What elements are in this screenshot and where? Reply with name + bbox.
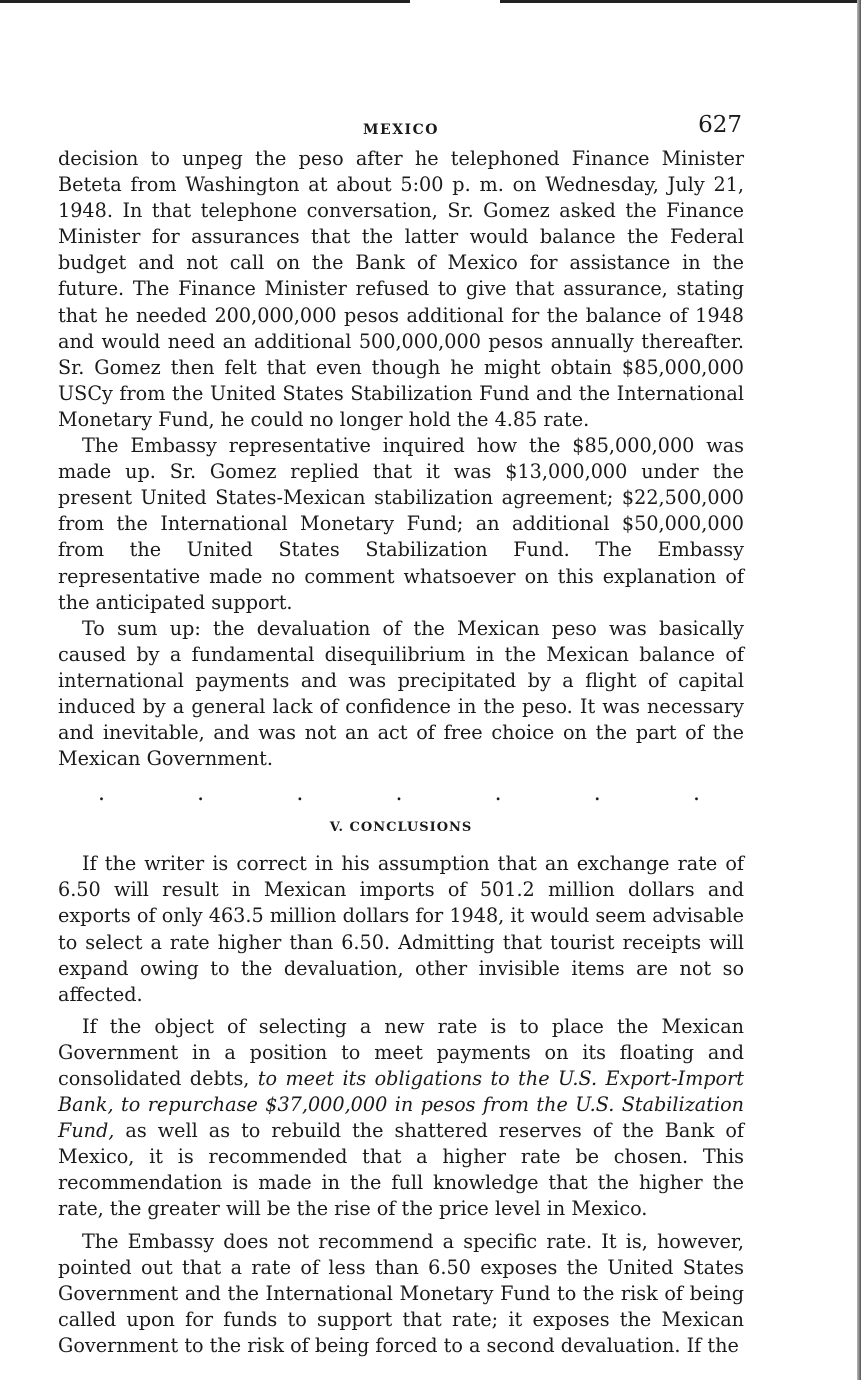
ellipsis-dot: . xyxy=(98,781,105,807)
paragraph-text: If the object of selecting a new rate is to place the Mexican Government in a position to meet payments on its floating and consolidated debts, xyxy=(58,1014,744,1090)
ellipsis-dot: . xyxy=(395,781,403,807)
page-number: 627 xyxy=(698,112,742,138)
ellipsis-dot: . xyxy=(494,781,502,807)
ellipsis-dot: . xyxy=(692,781,700,807)
ellipsis-dot: . xyxy=(197,781,205,807)
document-page xyxy=(58,112,744,1359)
paragraph-sum-up: To sum up: the devaluation of the Mexican peso was basically caused by a fundamental disequilibrium in the Mexican balance of international payments and was precipitated by a flight of capital induced by a general lack of confidence in the peso. It was necessary and inevitable, and was not an act of free choice on the part of the Mexican Government. xyxy=(58,616,744,771)
ellipsis-separator xyxy=(58,781,744,807)
paragraph-conclusion-3: The Embassy does not recommend a specific rate. It is, however, pointed out that a rate of less than 6.50 exposes the United States Government and the International Monetary Fund to the risk of being called upon for funds to support that rate; it exposes the Mexican Government to the risk of being forced to a second devaluation. If the xyxy=(58,1229,744,1357)
paragraph-conclusion-1: If the writer is correct in his assumption that an exchange rate of 6.50 will result in Mexican imports of 501.2 million dollars and exports of only 463.5 million dollars for 1948, it would seem advisable to select a rate higher than 6.50. Admitting that tourist receipts will expand owing to the devaluation, other invisible items are not so affected. xyxy=(58,852,744,1006)
ellipsis-dot: . xyxy=(296,781,304,807)
section-heading: V. CONCLUSIONS xyxy=(329,820,473,836)
ellipsis-dot: . xyxy=(593,781,601,807)
running-head xyxy=(58,112,744,146)
paragraph-conclusion-2 xyxy=(58,1014,744,1223)
italic-text: to meet its obligations to the U.S. Export-Import Bank, to repurchase $37,000,000 in pesos from the U.S. Stabilization Fund, xyxy=(58,1067,744,1143)
top-rule-gap xyxy=(410,0,500,3)
running-head-title: MEXICO xyxy=(363,122,439,138)
paragraph-embassy-inquiry: The Embassy representative inquired how the $85,000,000 was made up. Sr. Gomez replied that it was $13,000,000 under the present United States-Mexican stabilization agreement; $22,500,000 from the International Monetary Fund; an additional $50,000,000 from the United States Stabilization Fund. The Embassy representative made no comment whatsoever on this explanation of the anticipated support. xyxy=(58,434,744,614)
page-edge-shadow xyxy=(857,0,861,1380)
paragraph-continuation: decision to unpeg the peso after he telephoned Finance Minister Beteta from Washington at about 5:00 p. m. on Wednesday, July 21, 1948. In that telephone conversation, Sr. Gomez asked the Finance Minister for assurances that the latter would balance the Federal budget and not call on the Bank of Mexico for assistance in the future. The Finance Minister refused to give that assurance, stating that he needed 200,000,000 pesos additional for the balance of 1948 and would need an additional 500,000,000 pesos annually thereafter. Sr. Gomez then felt that even though he might obtain $85,000,000 USCy from the United States Stabilization Fund and the International Monetary Fund, he could no longer hold the 4.85 rate. xyxy=(58,147,744,431)
paragraph-text: as well as to rebuild the shattered reserves of the Bank of Mexico, it is recommended that a higher rate be chosen. This recommendation is made in the full knowledge that the higher the rate, the greater will be the rise of the price level in Mexico. xyxy=(58,1119,744,1221)
